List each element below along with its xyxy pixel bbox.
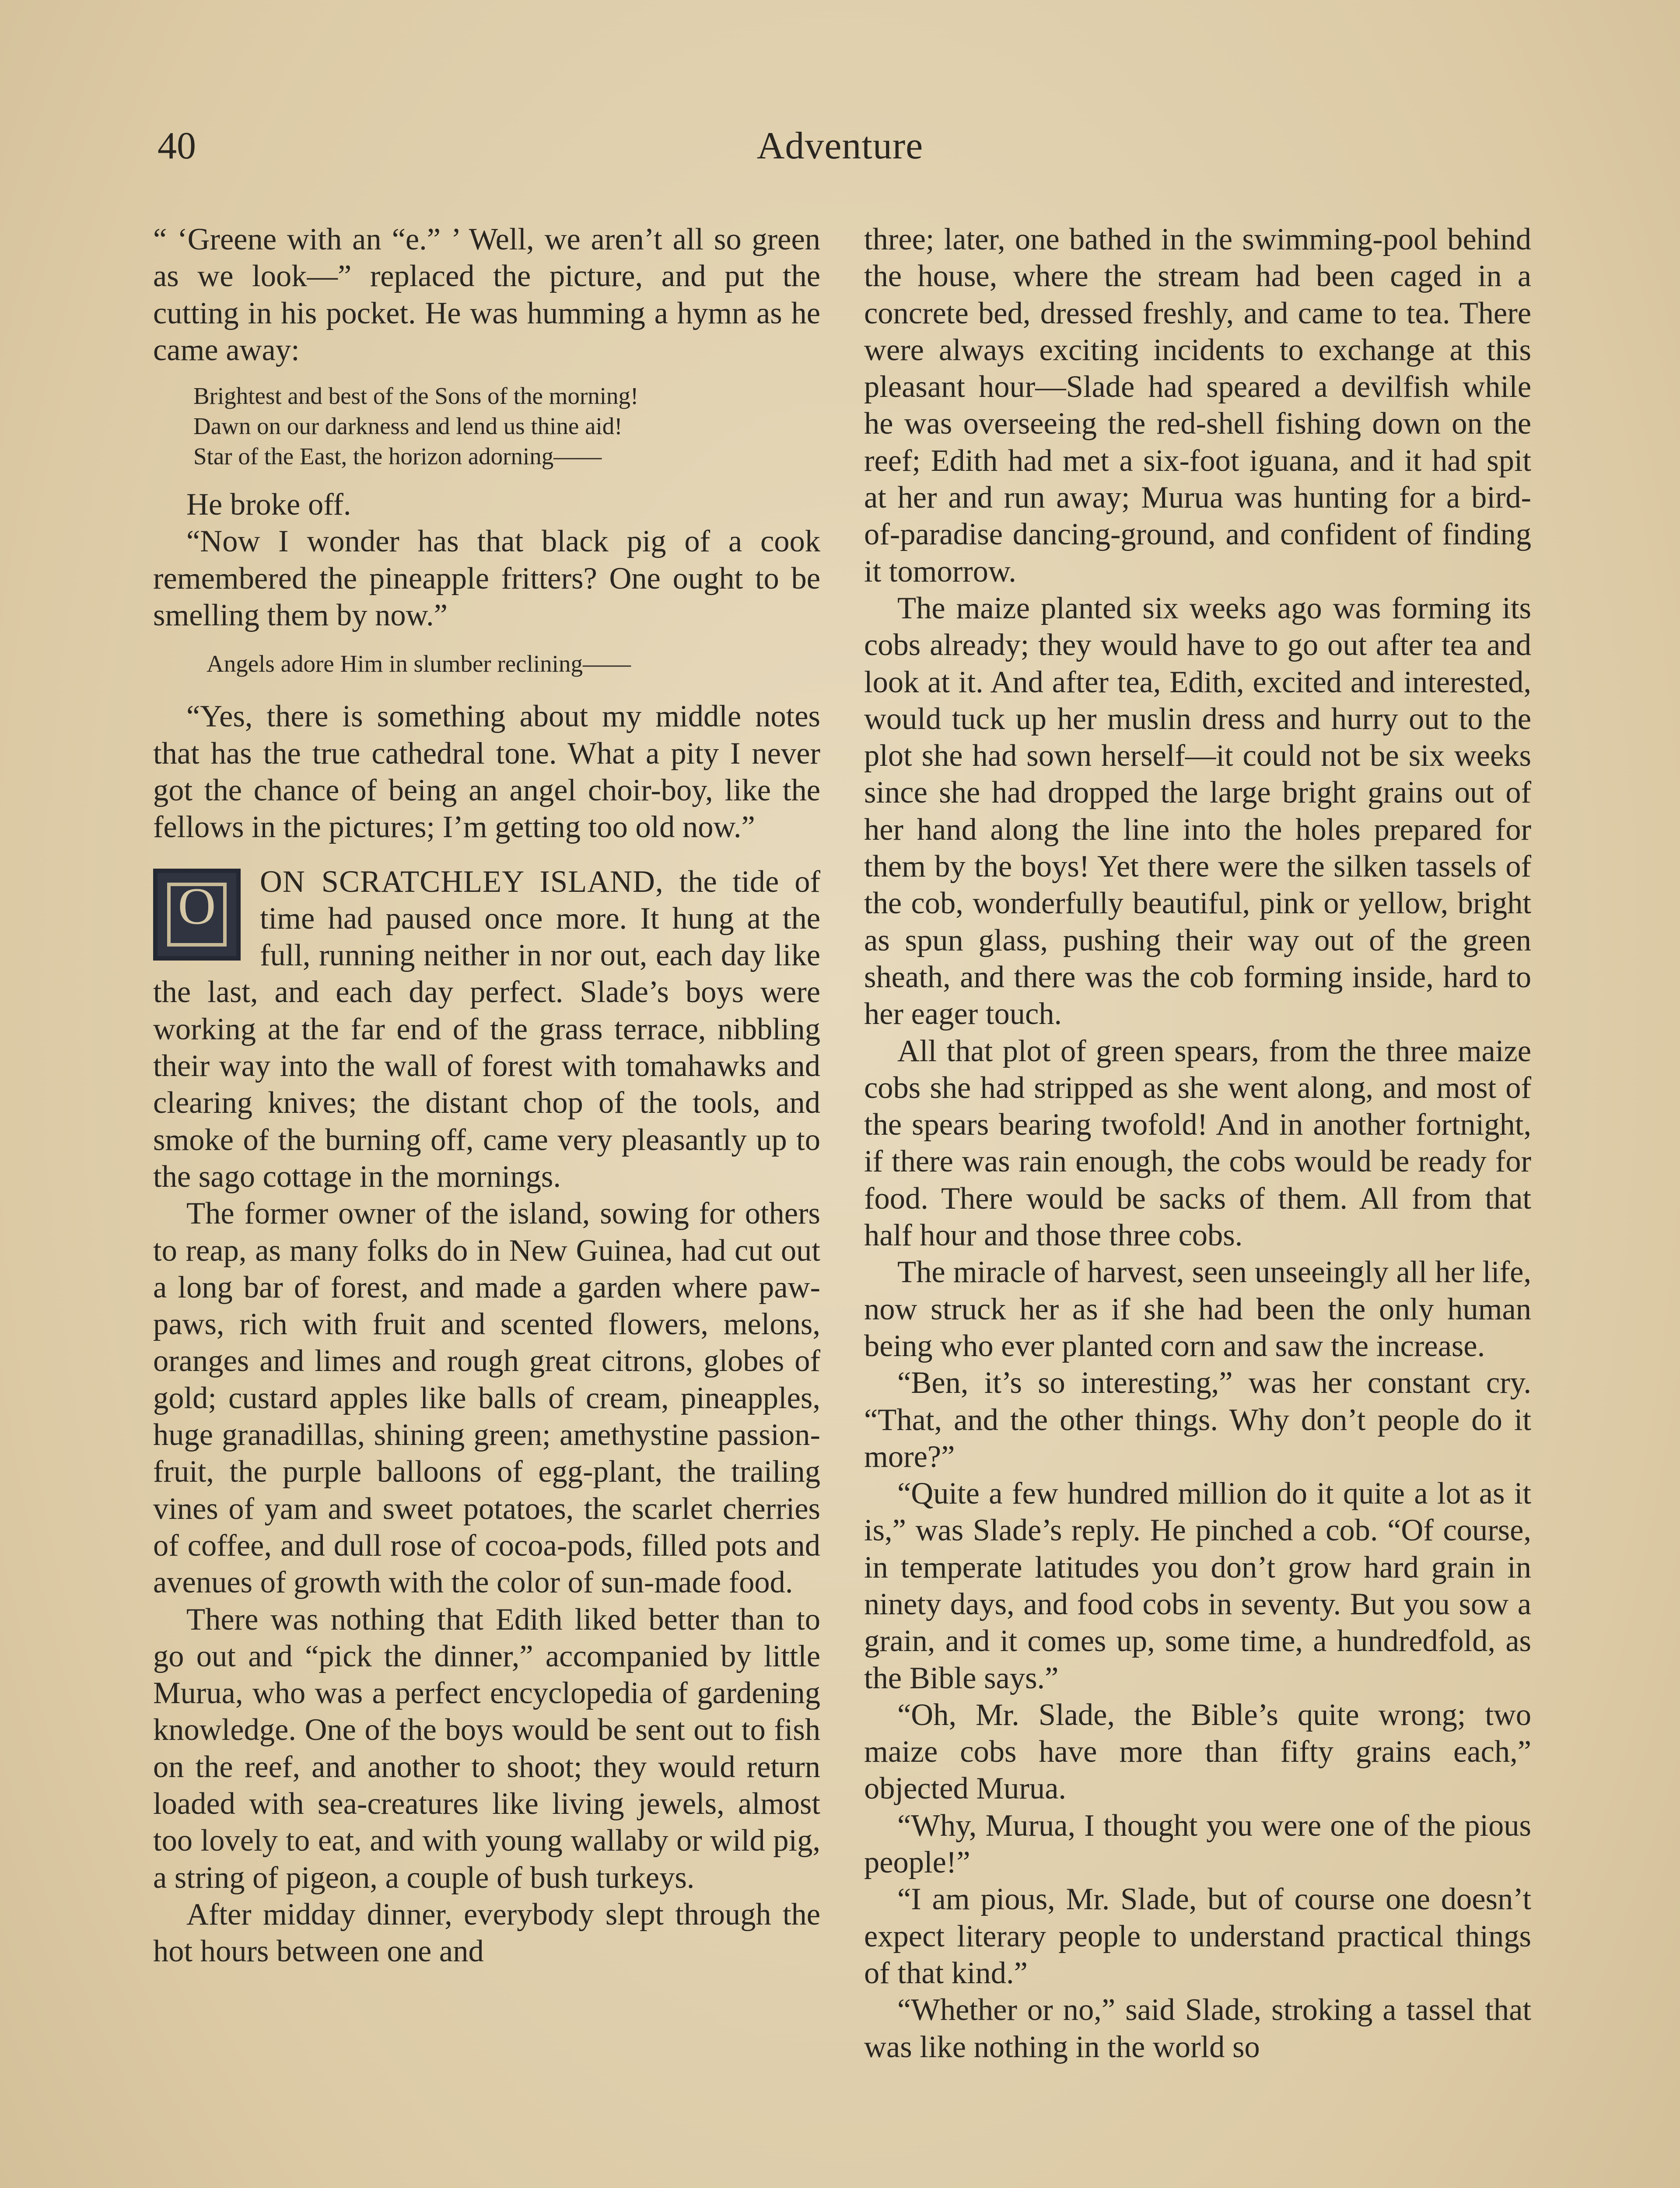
paragraph: All that plot of green spears, from the three maize cobs she had stripped as she went along, and most of the spears bearing twofold! And in another fortnight, if there was rain enough, the cobs would be ready for food. There would be sacks of them. All from that half hour and those three cobs. <box>864 1034 1531 1253</box>
ornamental-dropcap-icon <box>153 869 241 961</box>
dropcap-letter: O <box>178 877 216 935</box>
hymn-verse <box>153 381 820 471</box>
paragraph: “Whether or no,” said Slade, stroking a tassel that was like nothing in the world so <box>864 1993 1531 2064</box>
paragraph: The maize planted six weeks ago was forming its cobs already; they would have to go out after tea and look at it. And after tea, Edith, excited and interested, would tuck up her muslin dress and hurry out to the plot she had sown herself—it could not be six weeks since she had dropped the large bright grains out of her hand along the line into the holes prepared for them by the boys! Yet there were the silken tassels of the cob, wonderfully beautiful, pink or yellow, bright as spun glass, pushing their way out of the green sheath, and there was the cob forming inside, hard to her eager touch. <box>864 591 1531 1031</box>
paragraph: The miracle of harvest, seen unseeingly all her life, now struck her as if she had been the only human being who ever planted corn and saw the increase. <box>864 1255 1531 1363</box>
paragraph: There was nothing that Edith liked better than to go out and “pick the dinner,” accompanied by little Murua, who was a perfect encyclopedia of gardening knowledge. One of the boys would be sent out to fish on the reef, and another to shoot; they would return loaded with sea-creatures like living jewels, almost too lovely to eat, and with young wallaby or wild pig, a string of pigeon, a couple of bush turkeys. <box>153 1602 820 1895</box>
paragraph: After midday dinner, everybody slept through the hot hours between one and <box>153 1897 820 1969</box>
paragraph: “Yes, there is something about my middle notes that has the true cathedral tone. What a pity I never got the chance of being an angel choir-boy, like the fellows in the pictures; I’m getting too old now.” <box>153 699 820 845</box>
paragraph: He broke off. <box>186 487 351 522</box>
paragraph: “Ben, it’s so interesting,” was her constant cry. “That, and the other things. Why don’t people do it more?” <box>864 1366 1531 1474</box>
paragraph: “Quite a few hundred million do it quite a lot as it is,” was Slade’s reply. He pinched a cob. “Of course, in temperate latitudes you don’t grow hard grain in ninety days, and food cobs in seventy. But you sow a grain, and it comes up, some time, a hundredfold, as the Bible says.” <box>864 1476 1531 1695</box>
section-lead-in: ON SCRATCHLEY ISLAND, <box>260 864 664 899</box>
verse-line: Star of the East, the horizon adorning—— <box>193 443 602 470</box>
section-opening-paragraph <box>153 863 820 1196</box>
hymn-verse <box>153 649 820 679</box>
page-number: 40 <box>158 125 196 167</box>
paragraph: The former owner of the island, sowing for others to reap, as many folks do in New Guinea, had cut out a long bar of forest, and made a garden where paw-paws, rich with fruit and scented flowers, melons, oranges and limes and rough great citrons, globes of gold; custard apples like balls of cream, pineapples, huge granadillas, shining green; amethystine passion-fruit, the purple balloons of egg-plant, the trailing vines of yam and sweet potatoes, the scarlet cherries of coffee, and dull rose of cocoa-pods, filled pots and avenues of growth with the color of sun-made food. <box>153 1196 820 1600</box>
verse-line: Brightest and best of the Sons of the morning! <box>193 382 639 410</box>
paragraph: “Why, Murua, I thought you were one of the pious people!” <box>864 1808 1531 1880</box>
left-column <box>153 221 820 1970</box>
running-title: Adventure <box>756 125 924 167</box>
paragraph-text: the tide of time had paused once more. It hung at the full, running neither in nor out, each day like the last, and each day perfect. Slade’s boys were working at the far end of the grass terrace, nibbling their way into the wall of forest with tomahawks and clearing knives; the distant chop of the tools, and smoke of the burning off, came very pleasantly up to the sago cottage in the mornings. <box>153 864 821 1194</box>
paragraph: “ ‘Greene with an “e.” ’ Well, we aren’t all so green as we look—” replaced the picture, and put the cutting in his pocket. He was humming a hymn as he came away: <box>153 222 820 367</box>
paragraph: three; later, one bathed in the swimming-pool behind the house, where the stream had been caged in a concrete bed, dressed freshly, and came to tea. There were always exciting incidents to exchange at this pleasant hour—Slade had speared a devilfish while he was overseeing the red-shell fishing down on the reef; Edith had met a six-foot iguana, and it had spit at her and run away; Murua was hunting for a bird-of-paradise dancing-ground, and confident of finding it tomorrow. <box>864 222 1531 589</box>
verse-line: Dawn on our darkness and lend us thine aid! <box>193 413 623 440</box>
verse-line: Angels adore Him in slumber reclining—— <box>206 650 631 677</box>
paragraph: “Oh, Mr. Slade, the Bible’s quite wrong; two maize cobs have more than fifty grains each,” objected Murua. <box>864 1697 1531 1806</box>
paragraph: “Now I wonder has that black pig of a cook remembered the pineapple fritters? One ought to be smelling them by now.” <box>153 524 820 633</box>
paragraph: “I am pious, Mr. Slade, but of course one doesn’t expect literary people to understand practical things of that kind.” <box>864 1882 1531 1990</box>
right-column <box>864 221 1531 2065</box>
